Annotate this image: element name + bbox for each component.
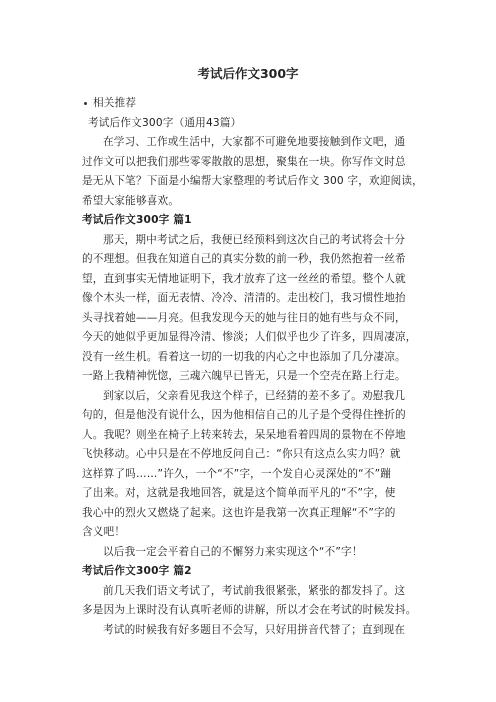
text-line: 没有一丝生机。看着这一切的一切我的内心之中也添加了几分凄凉。 <box>82 350 406 363</box>
text-line: 一路上我精神恍惚，三魂六魄早已皆无，只是一个空壳在路上行走。 <box>82 370 406 382</box>
text-line: 考试的时候我有好多题目不会写，只好用拼音代替了；直到现在 <box>103 623 406 636</box>
bullet-icon <box>84 102 87 105</box>
text-line: 这样算了吗……”许久，一个“不”字，一个发自心灵深处的“不”蹦 <box>82 467 392 480</box>
intro-paragraph <box>82 133 424 211</box>
related-label: 相关推荐 <box>93 97 137 109</box>
section-heading: 考试后作文300字 篇1 <box>82 214 192 226</box>
text-line: 人。我呢？则坐在椅子上转来转去，呆呆地看着四周的景物在不停地 <box>82 428 406 441</box>
text-line: 多是因为上课时没有认真听老师的讲解，所以才会在考试的时候发抖。 <box>82 604 417 616</box>
section1-paragraph-2 <box>82 387 424 543</box>
section1-paragraph-1 <box>82 231 424 387</box>
document-subtitle: 考试后作文300字（通用43篇） <box>88 116 242 129</box>
text-line: 望，直到事实无情地证明下，我才放弃了这一丝丝的希望。整个人就 <box>82 272 406 285</box>
section1-paragraph-3 <box>82 543 424 563</box>
text-line: 句的，但是他没有说什么，因为他相信自己的儿子是个受得住挫折的 <box>82 409 406 421</box>
text-line: 是无从下笔？下面是小编帮大家整理的考试后作文 300 字，欢迎阅读， <box>82 175 423 187</box>
text-line: 我心中的烈火又燃烧了起来。这也许是我第一次真正理解“不”字的 <box>82 506 396 519</box>
text-line: 像个木头一样，面无表情、冷冷、清清的。走出校门，我习惯性地抬 <box>82 292 406 304</box>
text-line: 以后我一定会平着自己的不懈努力来实现这个“不”字！ <box>103 545 363 558</box>
section-heading: 考试后作文300字 篇2 <box>82 565 192 577</box>
document-body <box>82 94 424 640</box>
text-line: 了出来。对，这就是我地回答，就是这个简单而平凡的“不”字，使 <box>82 487 396 499</box>
section2-paragraph-1 <box>82 582 424 621</box>
related-recommendation[interactable] <box>82 94 424 114</box>
text-line: 希望大家能够喜欢。 <box>82 194 180 207</box>
text-line: 过作文可以把我们那些零零散散的思想，聚集在一块。你写作文时总 <box>82 155 406 168</box>
text-line: 那天，期中考试之后，我便已经预料到这次自己的考试将会十分 <box>103 233 406 246</box>
text-line: 在学习、工作或生活中，大家都不可避免地要接触到作文吧，通 <box>103 136 406 148</box>
text-line: 的不理想。但我在知道自己的真实分数的前一秒，我仍然抱着一丝希 <box>82 253 406 265</box>
text-line: 飞快移动。心中只是在不停地反问自己：“你只有这点么实力吗？就 <box>82 448 401 460</box>
text-line: 今天的她似乎更加显得冷清、惨淡；人们似乎也少了许多，四周凄凉， <box>82 331 417 343</box>
text-line: 头寻找着她——月亮。但我发现今天的她与往日的她有些与众不同， <box>82 311 406 324</box>
text-line: 含义吧！ <box>82 526 126 538</box>
text-line: 前几天我们语文考试了，考试前我很紧张，紧张的都发抖了。这 <box>103 584 406 597</box>
document-title: 考试后作文300字 <box>197 66 299 81</box>
section2-paragraph-2 <box>82 621 424 641</box>
text-line: 到家以后，父亲看见我这个样子，已经猜的差不多了。劝慰我几 <box>103 389 406 402</box>
